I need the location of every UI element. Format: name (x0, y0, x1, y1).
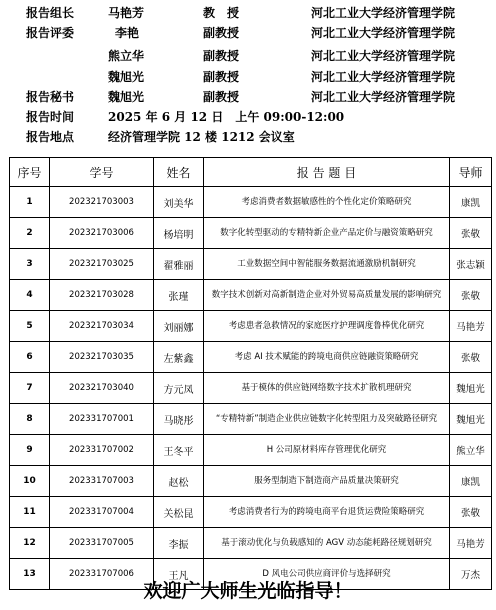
reviewer-row (0, 23, 496, 43)
row-number: 12 (10, 528, 50, 559)
student-id: 202321703003 (50, 187, 154, 218)
reviewer-title: 副教授 (203, 26, 240, 40)
report-topic: 服务型制造下制造商产品质量决策研究 (204, 466, 450, 497)
table-row (10, 280, 492, 311)
table-row (10, 249, 492, 280)
student-id: 202321703035 (50, 342, 154, 373)
student-id: 202331707005 (50, 528, 154, 559)
header-advisor: 导师 (450, 158, 492, 187)
table-row (10, 528, 492, 559)
reviewer-row (0, 67, 496, 87)
student-id: 202331707002 (50, 435, 154, 466)
table-row (10, 404, 492, 435)
advisor-name: 张志颖 (450, 249, 492, 280)
advisor-name: 马艳芳 (450, 311, 492, 342)
reviewer-org: 河北工业大学经济管理学院 (311, 26, 456, 40)
table-row (10, 187, 492, 218)
report-topic: 考虑消费者数据敏感性的个性化定价策略研究 (204, 187, 450, 218)
committee-info (0, 0, 496, 150)
student-name: 张瑾 (154, 280, 204, 311)
schedule-table (9, 157, 492, 590)
chair-label: 报告组长 (26, 6, 75, 20)
table-header-row (10, 158, 492, 187)
student-name: 马晓彤 (154, 404, 204, 435)
report-topic: 考虑 AI 技术赋能的跨境电商供应链融资策略研究 (204, 342, 450, 373)
header-name: 姓名 (154, 158, 204, 187)
reviewer-org: 河北工业大学经济管理学院 (311, 70, 456, 84)
row-number: 11 (10, 497, 50, 528)
secretary-title: 副教授 (203, 90, 240, 104)
advisor-name: 张敬 (450, 280, 492, 311)
report-topic: 考虑患者急救情况的家庭医疗护理调度鲁棒优化研究 (204, 311, 450, 342)
report-topic: 数字技术创新对高新制造企业对外贸易高质量发展的影响研究 (204, 280, 450, 311)
reviewer-title: 副教授 (203, 49, 240, 63)
report-topic: 基于模体的供应链网络数字技术扩散机理研究 (204, 373, 450, 404)
row-number: 6 (10, 342, 50, 373)
student-id: 202331707006 (50, 559, 154, 590)
table-row (10, 373, 492, 404)
advisor-name: 张敬 (450, 342, 492, 373)
row-number: 10 (10, 466, 50, 497)
advisor-name: 康凯 (450, 466, 492, 497)
student-id: 202331707004 (50, 497, 154, 528)
time-label: 报告时间 (26, 110, 75, 124)
welcome-footer: 欢迎广大师生光临指导！ (143, 580, 353, 602)
reviewer-name: 李艳 (115, 26, 140, 40)
report-topic: 数字化转型驱动的专精特新企业产品定价与融资策略研究 (204, 218, 450, 249)
secretary-row (0, 87, 496, 107)
advisor-name: 熊立华 (450, 435, 492, 466)
student-id: 202321703034 (50, 311, 154, 342)
report-topic: 基于滚动优化与负载感知的 AGV 动态能耗路径规划研究 (204, 528, 450, 559)
row-number: 7 (10, 373, 50, 404)
report-topic: 工业数据空间中智能服务数据流通激励机制研究 (204, 249, 450, 280)
secretary-org: 河北工业大学经济管理学院 (311, 90, 456, 104)
student-name: 翟雅丽 (154, 249, 204, 280)
header-student-id: 学号 (50, 158, 154, 187)
row-number: 8 (10, 404, 50, 435)
header-no: 序号 (10, 158, 50, 187)
student-id: 202321703025 (50, 249, 154, 280)
student-id: 202331707003 (50, 466, 154, 497)
row-number: 9 (10, 435, 50, 466)
secretary-label: 报告秘书 (26, 90, 75, 104)
student-id: 202331707001 (50, 404, 154, 435)
venue-value: 经济管理学院 12 楼 1212 会议室 (108, 130, 295, 144)
reviewer-name: 魏旭光 (108, 70, 145, 84)
advisor-name: 张敬 (450, 218, 492, 249)
table-row (10, 218, 492, 249)
table-row (10, 311, 492, 342)
table-row (10, 435, 492, 466)
student-id: 202321703040 (50, 373, 154, 404)
chair-row (0, 3, 496, 23)
report-topic: H 公司原材料库存管理优化研究 (204, 435, 450, 466)
student-id: 202321703028 (50, 280, 154, 311)
student-name: 李振 (154, 528, 204, 559)
table-row (10, 342, 492, 373)
student-name: 刘美华 (154, 187, 204, 218)
row-number: 1 (10, 187, 50, 218)
time-row (0, 107, 496, 127)
advisor-name: 马艳芳 (450, 528, 492, 559)
row-number: 3 (10, 249, 50, 280)
table-row (10, 466, 492, 497)
student-name: 方元凤 (154, 373, 204, 404)
report-topic: 考虑消费者行为的跨境电商平台退货运费险策略研究 (204, 497, 450, 528)
student-name: 刘丽娜 (154, 311, 204, 342)
time-value: 2025 年 6 月 12 日 上午 09:00-12:00 (108, 110, 345, 124)
header-topic: 报 告 题 目 (204, 158, 450, 187)
advisor-name: 张敬 (450, 497, 492, 528)
student-name: 王凡 (154, 559, 204, 590)
venue-row (0, 127, 496, 147)
advisor-name: 万杰 (450, 559, 492, 590)
table-row (10, 497, 492, 528)
reviewer-org: 河北工业大学经济管理学院 (311, 49, 456, 63)
advisor-name: 魏旭光 (450, 404, 492, 435)
student-name: 左紫鑫 (154, 342, 204, 373)
reviewer-row (0, 46, 496, 66)
chair-title: 教 授 (203, 6, 240, 20)
report-topic: D 风电公司供应商评价与选择研究 (204, 559, 450, 590)
chair-org: 河北工业大学经济管理学院 (311, 6, 456, 20)
student-name: 杨培明 (154, 218, 204, 249)
row-number: 13 (10, 559, 50, 590)
reviewers-label: 报告评委 (26, 26, 75, 40)
row-number: 4 (10, 280, 50, 311)
secretary-name: 魏旭光 (108, 90, 145, 104)
student-name: 王冬平 (154, 435, 204, 466)
venue-label: 报告地点 (26, 130, 75, 144)
reviewer-name: 熊立华 (108, 49, 145, 63)
row-number: 5 (10, 311, 50, 342)
advisor-name: 魏旭光 (450, 373, 492, 404)
student-name: 赵松 (154, 466, 204, 497)
row-number: 2 (10, 218, 50, 249)
student-name: 关松昆 (154, 497, 204, 528)
advisor-name: 康凯 (450, 187, 492, 218)
reviewer-title: 副教授 (203, 70, 240, 84)
chair-name: 马艳芳 (108, 6, 145, 20)
report-topic: “专精特新”制造企业供应链数字化转型阻力及突破路径研究 (204, 404, 450, 435)
student-id: 202321703006 (50, 218, 154, 249)
